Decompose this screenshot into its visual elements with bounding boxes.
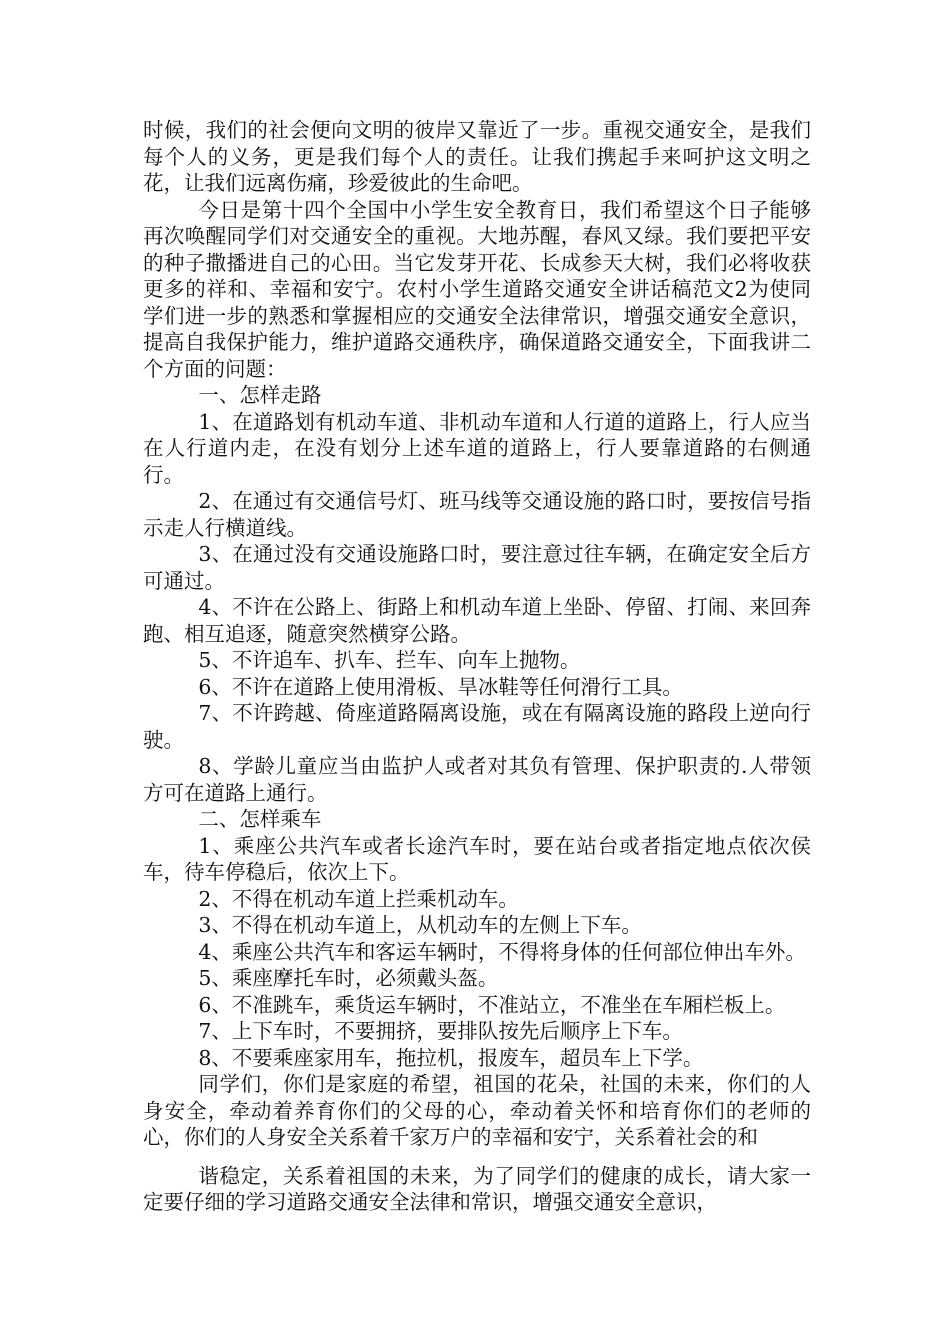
riding-rule-2: 2、不得在机动车道上拦乘机动车。 (198, 886, 519, 911)
paragraph-closing-1: 同学们，你们是家庭的希望，祖国的花朵，社国的未来，你们的人身安全，牵动着养育你们的父母的心，牵动着关怀和培育你们的老师的心，你们的人身安全关系着千家万户的幸福和安宁，关系着社会的和 (143, 1072, 811, 1149)
section-heading-walking: 一、怎样走路 (198, 383, 322, 407)
section-heading-riding: 二、怎样乘车 (198, 807, 322, 831)
walking-rule-1: 1、在道路划有机动车道、非机动车道和人行道的道路上，行人应当在人行道内走，在没有划分上述车道的道路上，行人要靠道路的右侧通行。 (143, 409, 811, 487)
riding-rule-3: 3、不得在机动车道上，从机动车的左侧上下车。 (198, 913, 642, 937)
walking-rule-8: 8、学龄儿童应当由监护人或者对其负有管理、保护职责的.人带领方可在道路上通行。 (143, 754, 811, 805)
riding-rule-7: 7、上下车时，不要拥挤，要排队按先后顺序上下车。 (198, 1019, 683, 1043)
walking-rule-7: 7、不许跨越、倚座道路隔离设施，或在有隔离设施的路段上逆向行驶。 (143, 701, 811, 752)
walking-rule-4: 4、不许在公路上、街路上和机动车道上坐卧、停留、打闹、来回奔跑、相互追逐，随意突然横穿公路。 (143, 595, 811, 646)
walking-rule-5: 5、不许追车、扒车、拦车、向车上抛物。 (198, 648, 581, 672)
walking-rule-6: 6、不许在道路上使用滑板、旱冰鞋等任何滑行工具。 (198, 674, 683, 699)
riding-rule-4: 4、乘座公共汽车和客运车辆时，不得将身体的任何部位伸出车外。 (198, 939, 806, 964)
riding-rule-6: 6、不准跳车，乘货运车辆时，不准站立，不准坐在车厢栏板上。 (198, 992, 786, 1017)
riding-rule-5: 5、乘座摩托车时，必须戴头盔。 (198, 966, 499, 990)
paragraph-closing-2: 谐稳定，关系着祖国的未来，为了同学们的健康的成长，请大家一定要仔细的学习道路交通安全法律和常识，增强交通安全意识， (143, 1163, 811, 1214)
riding-rule-1: 1、乘座公共汽车或者长途汽车时，要在站台或者指定地点依次侯车，待车停稳后，依次上下。 (143, 833, 811, 884)
document-page (143, 117, 811, 1216)
paragraph-intro: 时候，我们的社会便向文明的彼岸又靠近了一步。重视交通安全，是我们每个人的义务，更是我们每个人的责任。让我们携起手来呵护这文明之花，让我们远离伤痛，珍爱彼此的生命吧。 (143, 118, 811, 195)
walking-rule-3: 3、在通过没有交通设施路口时，要注意过往车辆，在确定安全后方可通过。 (143, 542, 811, 593)
riding-rule-8: 8、不要乘座家用车，拖拉机，报废车，超员车上下学。 (198, 1045, 704, 1070)
paragraph-safety-day: 今日是第十四个全国中小学生安全教育日，我们希望这个日子能够再次唤醒同学们对交通安全的重视。大地苏醒，春风又绿。我们要把平安的种子撒播进自己的心田。当它发芽开花、长成参天大树，我们必将收获更多的祥和、幸福和安宁。农村小学生道路交通安全讲话稿范文2为使同学们进一步的熟悉和掌握相应的交通安全法律常识，增强交通安全意识，提高自我保护能力，维护道路交通秩序，确保道路交通安全，下面我讲二个方面的问题： (143, 197, 811, 381)
walking-rule-2: 2、在通过有交通信号灯、班马线等交通设施的路口时，要按信号指示走人行横道线。 (143, 489, 811, 540)
